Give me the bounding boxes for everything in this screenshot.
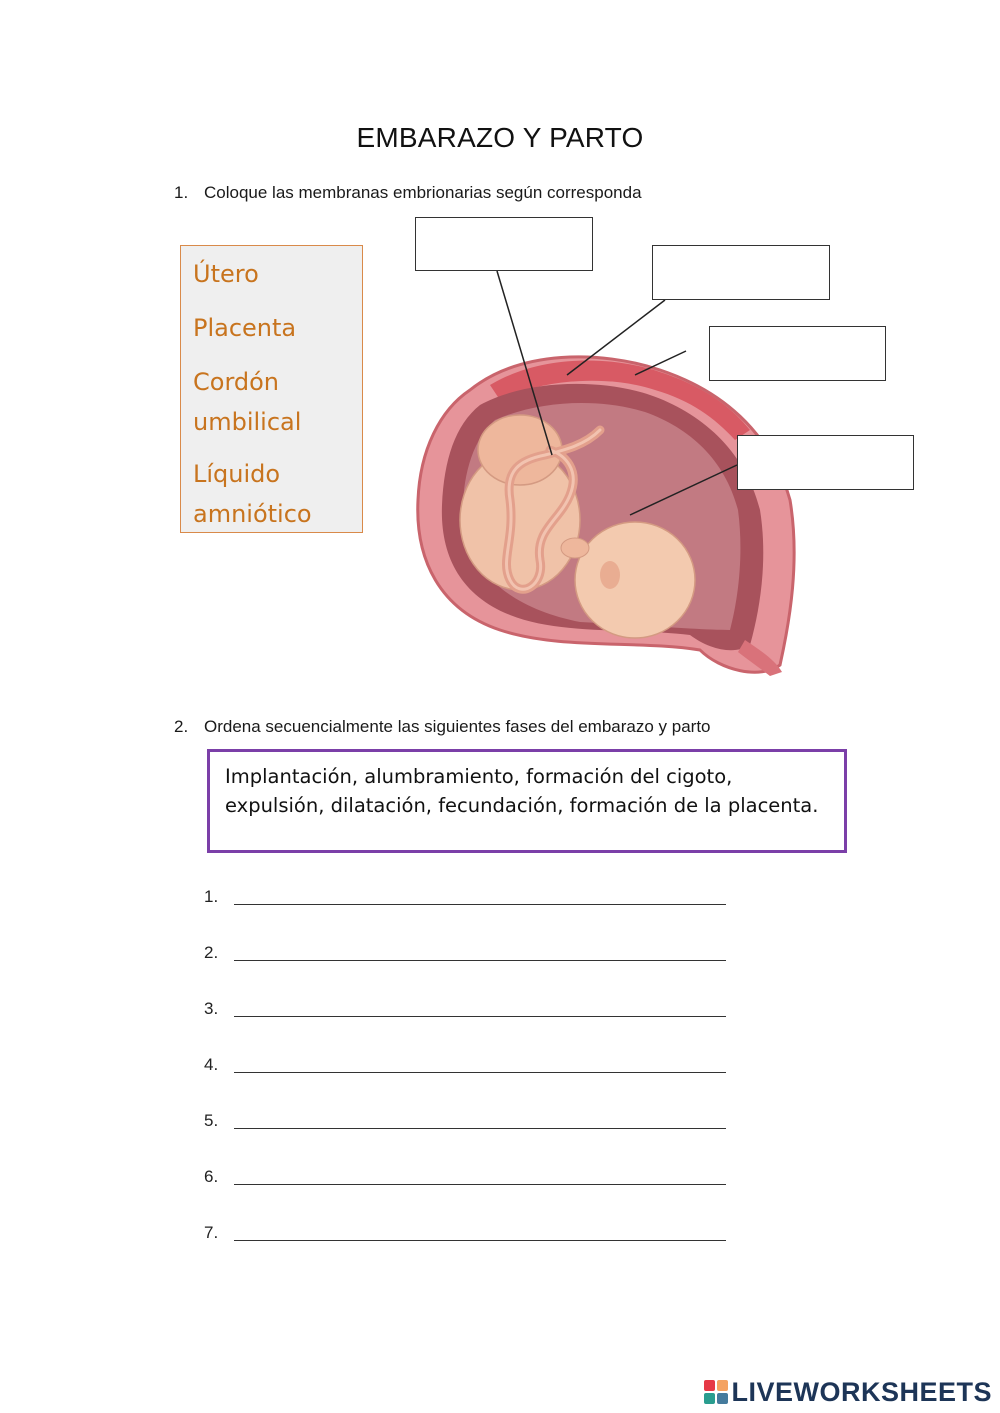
page-title: EMBARAZO Y PARTO (356, 122, 644, 153)
brand-name: LIVEWORKSHEETS (731, 1376, 992, 1407)
answer-input-4[interactable] (234, 1072, 726, 1073)
answer-input-5[interactable] (234, 1128, 726, 1129)
fetus-ear (600, 561, 620, 589)
label-drop-box-1[interactable] (415, 217, 593, 271)
word-bank (180, 245, 363, 533)
answer-row-6 (204, 1167, 734, 1197)
word-bank-item-placenta[interactable]: Placenta (193, 314, 297, 342)
answer-row-4 (204, 1055, 734, 1085)
answer-row-5 (204, 1111, 734, 1141)
word-bank-item-cordon-umbilical[interactable]: Cordón umbilical (193, 368, 302, 436)
answer-number: 6. (204, 1167, 219, 1186)
answer-number: 1. (204, 887, 219, 906)
question-2-text: Ordena secuencialmente las siguientes fases del embarazo y parto (204, 717, 711, 736)
label-drop-box-2[interactable] (652, 245, 830, 300)
question-1-text: Coloque las membranas embrionarias según corresponda (204, 183, 642, 202)
question-1-number: 1. (174, 183, 189, 202)
answer-row-2 (204, 943, 734, 973)
phases-list-box: Implantación, alumbramiento, formación del cigoto, expulsión, dilatación, fecundación, formación de la placenta. (207, 749, 847, 853)
question-2-number: 2. (174, 717, 189, 736)
answer-row-7 (204, 1223, 734, 1253)
fetus-hand (561, 538, 589, 558)
word-bank-item-liquido-amniotico[interactable]: Líquido amniótico (193, 460, 312, 528)
answer-number: 5. (204, 1111, 219, 1130)
answer-number: 4. (204, 1055, 219, 1074)
answer-number: 2. (204, 943, 219, 962)
answer-input-3[interactable] (234, 1016, 726, 1017)
word-bank-item-utero[interactable]: Útero (193, 260, 259, 288)
answer-row-1 (204, 887, 734, 917)
liveworksheets-brand (704, 1375, 992, 1409)
question-2-heading (174, 717, 711, 737)
label-drop-box-3[interactable] (709, 326, 886, 381)
answer-number: 3. (204, 999, 219, 1018)
question-1-heading (174, 183, 642, 203)
answer-row-3 (204, 999, 734, 1029)
label-drop-box-4[interactable] (737, 435, 914, 490)
answer-number: 7. (204, 1223, 219, 1242)
answer-input-1[interactable] (234, 904, 726, 905)
answer-input-6[interactable] (234, 1184, 726, 1185)
answer-input-7[interactable] (234, 1240, 726, 1241)
answer-input-2[interactable] (234, 960, 726, 961)
fetus-head (575, 522, 695, 638)
liveworksheets-logo-icon (704, 1380, 728, 1404)
